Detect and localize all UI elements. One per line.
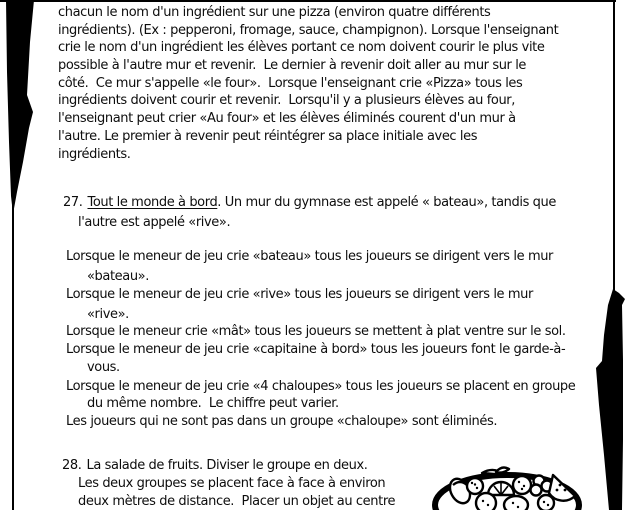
scan-smudge-right [590,285,638,510]
text-line: crie le nom d'un ingrédient les élèves portant ce nom doivent courir le plus vite [58,40,545,55]
text-line: possible à l'autre mur et revenir. Le dernier à revenir doit aller au mur sur le [58,58,527,73]
scan-smudge-left [0,0,40,220]
rule-line: «rive». [87,307,129,322]
text-line: l'enseignant peut crier «Au four» et les élèves éliminés courent d'un mur à [58,111,516,126]
text-line: l'autre. Le premier à revenir peut réintégrer sa place initiale avec les [58,129,478,144]
text-line: chacun le nom d'un ingrédient sur une pizza (environ quatre différents [58,5,491,20]
text-line: côté. Ce mur s'appelle «le four». Lorsque l'enseignant crie «Pizza» tous les [58,76,523,91]
text-line: deux mètres de distance. Placer un objet au centre [78,494,396,509]
item-27-title-rest: . Un mur du gymnase est appelé « bateau», tandis que [217,195,556,210]
item-28-number: 28. [62,458,82,473]
item-27-heading-line2: l'autre est appelé «rive». [78,215,231,230]
item-27-number: 27. [63,195,83,210]
rule-line: Lorsque le meneur de jeu crie «bateau» tous les joueurs se dirigent vers le mur [66,249,553,264]
page-right-border-line [613,0,615,300]
item-28-heading [62,457,368,475]
text-line: ingrédients doivent courir et revenir. Lorsqu'il y a plusieurs élèves au four, [58,93,515,108]
item-27-heading [63,194,556,212]
rule-line: du même nombre. Le chiffre peut varier. [87,396,339,411]
rule-line: Lorsque le meneur de jeu crie «rive» tous les joueurs se dirigent vers le mur [66,287,533,302]
rule-line: Lorsque le meneur de jeu crie «capitaine à bord» tous les joueurs font le garde-à- [66,342,566,357]
text-line: Les deux groupes se placent face à face à environ [78,476,386,491]
rule-line: «bateau». [87,269,149,284]
rule-line: Lorsque le meneur de jeu crie «4 chaloupes» tous les joueurs se placent en groupe [66,379,576,394]
item-28-title: La salade de fruits. Diviser le groupe en deux. [86,458,368,473]
item-27-title: Tout le monde à bord [87,195,218,210]
text-line: ingrédients. [58,147,131,162]
rule-line: Lorsque le meneur crie «mât» tous les joueurs se mettent à plat ventre sur le sol. [66,324,566,339]
text-line: ingrédients). (Ex : pepperoni, fromage, sauce, champignon). Lorsque l'enseignant [58,23,559,38]
fruit-salad-clipart [426,459,588,510]
rule-line: vous. [87,360,120,375]
page-top-edge-line [0,0,616,2]
rule-line: Les joueurs qui ne sont pas dans un groupe «chaloupe» sont éliminés. [66,414,498,429]
